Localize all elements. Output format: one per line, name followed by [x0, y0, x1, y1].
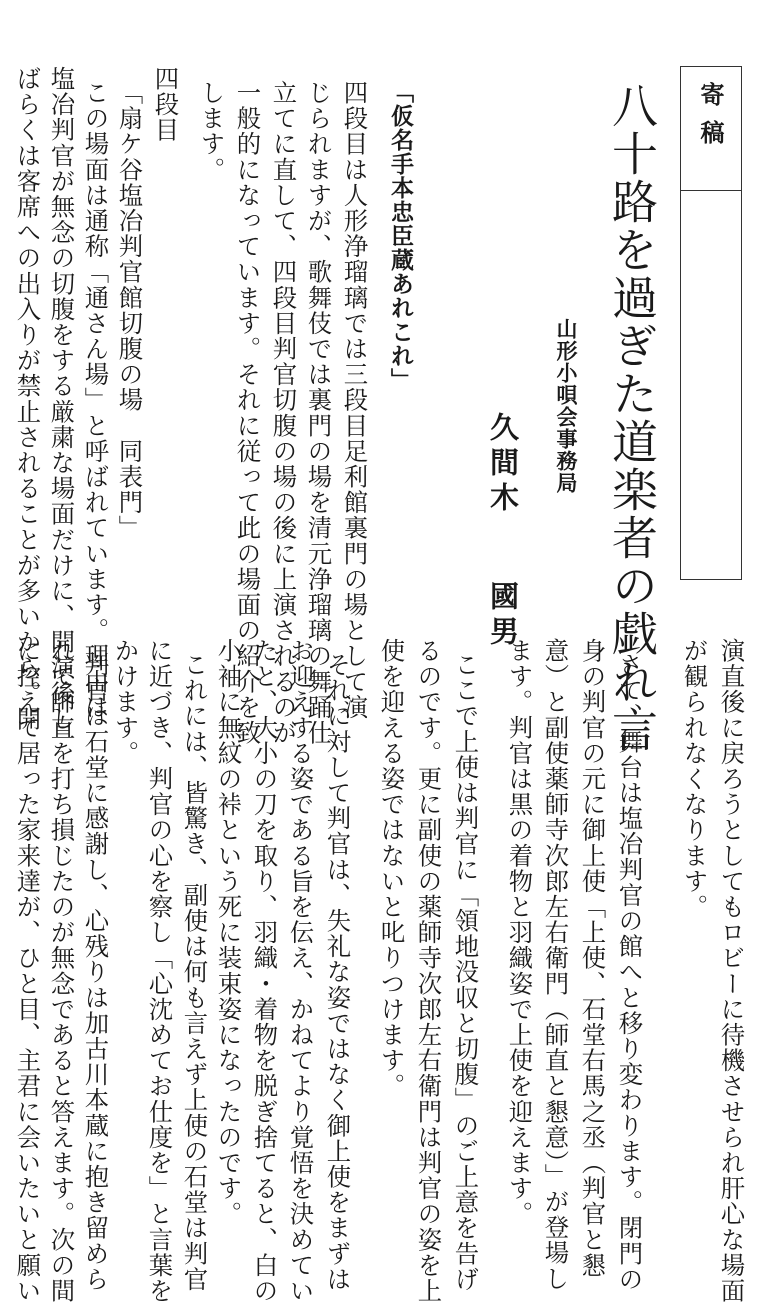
lower-line: に控えて居った家来達が、ひと目、主君に会いたいと願い: [12, 638, 42, 1304]
upper-line: 四段目: [150, 66, 180, 143]
lower-line: 意）と副使薬師寺次郎左右衛門（師直と懇意）」が登場し: [540, 638, 570, 1292]
upper-line: じられますが、歌舞伎では裏門の場を清元浄瑠璃の舞踊仕: [303, 80, 333, 746]
upper-line: します。: [196, 80, 226, 183]
lower-line: 小袖に無紋の裃という死に装束姿になったのです。: [213, 638, 243, 1227]
author-name: [486, 412, 520, 651]
lower-line: が観られなくなります。: [679, 638, 709, 920]
lower-line: 判官は石堂に感謝し、心残りは加古川本蔵に抱き留めら: [80, 652, 110, 1292]
upper-line: ばらくは客席への出入りが禁止されることが多いから。開: [12, 66, 42, 732]
lower-line: お迎えする姿である旨を伝え、かねてより覚悟を決めてい: [285, 638, 315, 1304]
lower-line: 演直後に戻ろうとしてもロビーに待機させられ肝心な場面: [716, 638, 746, 1304]
author-family-name: 久間木: [486, 412, 520, 517]
author-organization: 山形小唄会事務局: [554, 318, 578, 494]
upper-line: 塩冶判官が無念の切腹をする厳粛な場面だけに、開演後し: [46, 66, 76, 732]
author-given-name: 國男: [486, 581, 520, 651]
section-heading: 「仮名手本忠臣蔵あれこれ」: [387, 80, 413, 392]
upper-line: 「扇ケ谷塩冶判官館切腹の場 同表門」: [114, 80, 144, 541]
lower-line: れて師直を打ち損じたのが無念であると答えます。次の間: [46, 638, 76, 1304]
upper-line: 立てに直して、四段目判官切腹の場の後に上演されるのが: [268, 80, 298, 746]
upper-line: 四段目は人形浄瑠璃では三段目足利館裏門の場として演: [339, 80, 369, 720]
lower-line: るのです。更に副使の薬師寺次郎左右衛門は判官の姿を上: [413, 638, 443, 1304]
upper-line: この場面は通称「通さん場」と呼ばれています。理由は: [80, 80, 110, 720]
lower-line: かけます。: [110, 638, 140, 766]
upper-line: 一般的になっています。それに従って此の場面の紹介を致: [232, 80, 262, 746]
lower-line: 身の判官の元に御上使「上使、石堂右馬之丞（判官と懇: [577, 638, 607, 1278]
lower-line: これには、皆驚き、副使は何も言えず上使の石堂は判官: [179, 652, 209, 1292]
header-divider: [680, 190, 742, 191]
lower-line: 使を迎える姿ではないと叱りつけます。: [376, 638, 406, 1099]
lower-line: ここで上使は判官に「領地没収と切腹」のご上意を告げ: [450, 652, 480, 1292]
lower-line: ます。判官は黒の着物と羽織姿で上使を迎えます。: [504, 638, 534, 1227]
lower-line: さて、舞台は塩冶判官の館へと移り変わります。閉門の: [614, 652, 644, 1292]
lower-line: に近づき、判官の心を察し「心沈めてお仕度を」と言葉を: [144, 638, 174, 1304]
contribution-label: 寄稿: [696, 82, 724, 158]
lower-line: たと、大小の刀を取り、羽織・着物を脱ぎ捨てると、白の: [249, 638, 279, 1304]
article-title: 八十路を過ぎた道楽者の戯れ言: [605, 82, 659, 754]
lower-line: それに対して判官は、失礼な姿ではなく御上使をまずは: [322, 652, 352, 1292]
